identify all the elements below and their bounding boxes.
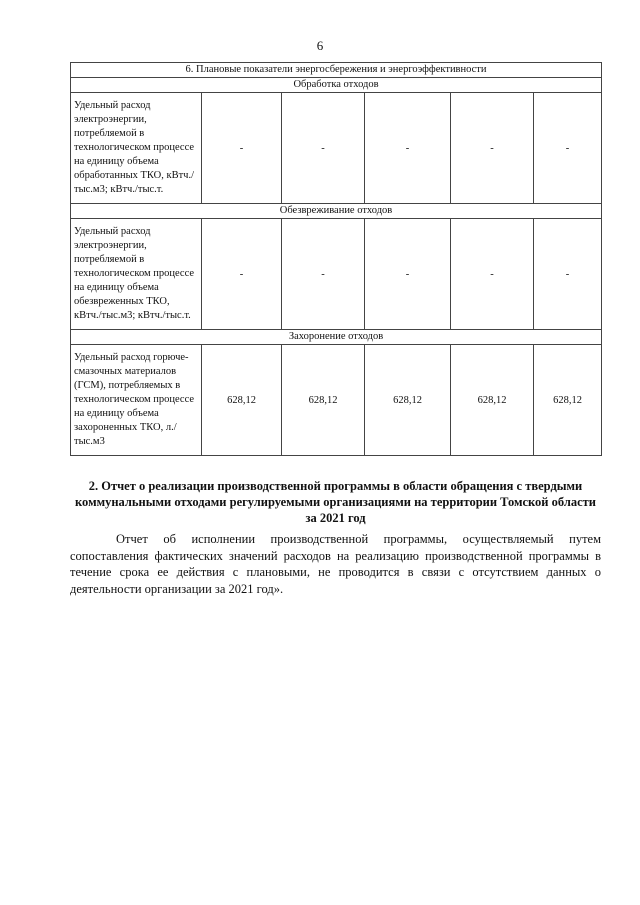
table-cell: -	[365, 219, 451, 330]
section-heading-disposal: Захоронение отходов	[71, 330, 602, 345]
row-label: Удельный расход горюче-смазочных материалов (ГСМ), потребляемых в технологическом процессе на единицу объема захороненных ТКО, л./тыс.м3	[71, 345, 202, 456]
table-row	[71, 219, 602, 330]
table-cell: -	[451, 93, 534, 204]
table-cell: -	[365, 93, 451, 204]
section-heading-processing: Обработка отходов	[71, 78, 602, 93]
table-cell: -	[534, 219, 602, 330]
table-cell: 628,12	[365, 345, 451, 456]
row-label: Удельный расход электроэнергии, потребляемой в технологическом процессе на единицу объема обезвреженных ТКО, кВтч./тыс.м3; кВтч./тыс.т.	[71, 219, 202, 330]
table-cell: -	[202, 93, 282, 204]
report-paragraph: Отчет об исполнении производственной программы, осуществляемый путем сопоставления фактических значений расходов на реализацию производственной программы в течение срока ее действия с плановыми, не проводится в связи с отсутствием данных о деятельности организации за 2021 год».	[70, 532, 601, 596]
table-cell: -	[282, 93, 365, 204]
table-cell: -	[282, 219, 365, 330]
section-heading-row	[71, 330, 602, 345]
table-cell: -	[451, 219, 534, 330]
section-heading-row	[71, 78, 602, 93]
energy-efficiency-table	[70, 62, 602, 456]
report-section-heading: 2. Отчет о реализации производственной программы в области обращения с твердыми коммунальными отходами регулируемыми организациями на территории Томской области за 2021 год	[75, 479, 596, 525]
table-cell: -	[202, 219, 282, 330]
section-heading-neutralization: Обезвреживание отходов	[71, 204, 602, 219]
table-cell: 628,12	[451, 345, 534, 456]
table-row	[71, 345, 602, 456]
table-cell: 628,12	[202, 345, 282, 456]
page-number: 6	[316, 38, 324, 53]
table-row	[71, 93, 602, 204]
table-cell: 628,12	[534, 345, 602, 456]
row-label: Удельный расход электроэнергии, потребляемой в технологическом процессе на единицу объема обработанных ТКО, кВтч./тыс.м3; кВтч./тыс.т.	[71, 93, 202, 204]
table-title-row	[71, 63, 602, 78]
table-title: 6. Плановые показатели энергосбережения и энергоэффективности	[71, 63, 602, 78]
table-cell: 628,12	[282, 345, 365, 456]
section-heading-row	[71, 204, 602, 219]
table-cell: -	[534, 93, 602, 204]
